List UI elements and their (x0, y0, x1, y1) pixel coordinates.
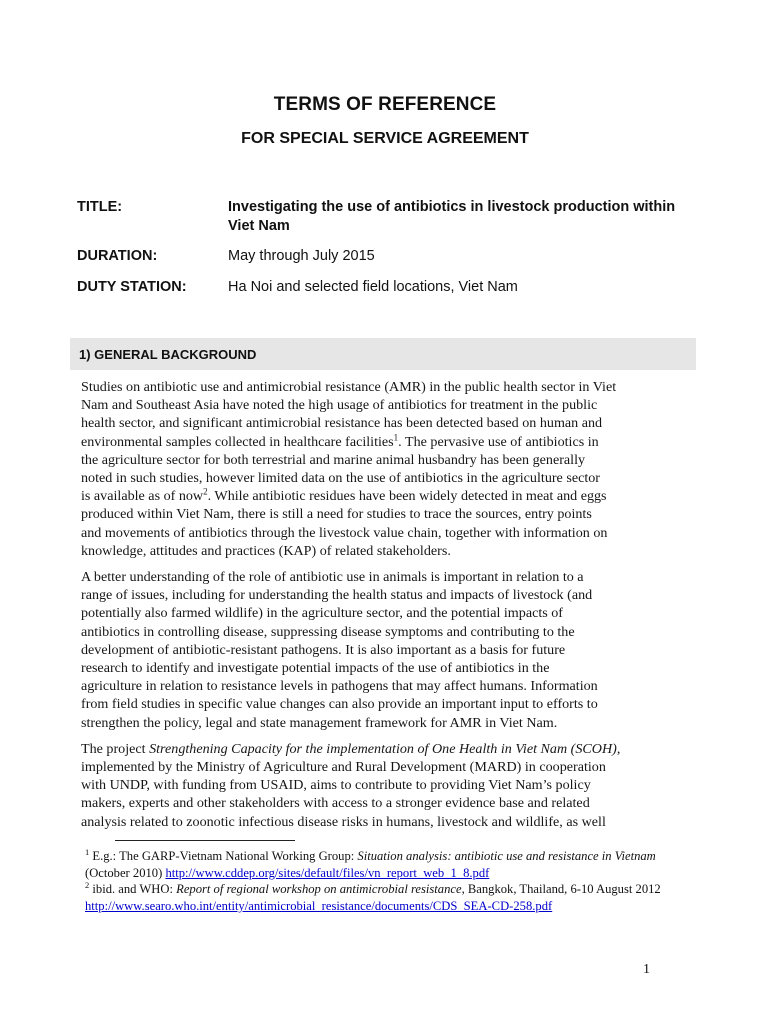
title-value: Investigating the use of antibiotics in livestock production within Viet Nam (228, 199, 676, 234)
footnote-separator (115, 840, 295, 841)
text-line (81, 487, 691, 505)
duration-label: DURATION: (77, 248, 158, 264)
text-line: the agriculture sector for both terrestrial and marine animal husbandry has been generally (81, 451, 586, 468)
footnote-ref: 1 (393, 431, 399, 442)
footnote-link[interactable]: http://www.cddep.org/sites/default/files/vn_report_web_1_8.pdf (165, 865, 490, 880)
footnote-number: 1 (85, 846, 90, 857)
paragraph-1 (81, 378, 691, 560)
footnote-text: (October 2010) (85, 865, 166, 880)
footnote-text: , Bangkok, Thailand, 6-10 August 2012 (461, 882, 661, 897)
footnote-title: Report of regional workshop on antimicrobial resistance (176, 882, 462, 897)
text-fragment: The project (81, 740, 150, 757)
section-heading: 1) GENERAL BACKGROUND (79, 347, 257, 362)
text-line: research to identify and investigate potential impacts of the use of antibiotics in the (81, 660, 550, 677)
text-line: agriculture in relation to resistance levels in pathogens that may affect humans. Information (81, 678, 598, 695)
duration-value: May through July 2015 (228, 248, 375, 264)
footnote-text: ibid. and WHO: (89, 882, 177, 897)
text-line: range of issues, including for understanding the health status and impacts of livestock (and (81, 587, 593, 604)
duty-station-label: DUTY STATION: (77, 279, 187, 295)
duty-station-value: Ha Noi and selected field locations, Viet Nam (228, 279, 518, 295)
text-line: and movements of antibiotics through the livestock value chain, together with information on (81, 524, 608, 541)
text-line: development of antibiotic-resistant pathogens. It is also important as a basis for future (81, 641, 566, 658)
page-subtitle: FOR SPECIAL SERVICE AGREEMENT (241, 130, 529, 147)
text-line: noted in such studies, however limited data on the use of antibiotics in the agriculture sector (81, 470, 600, 487)
text-line: Studies on antibiotic use and antimicrobial resistance (AMR) in the public health sector in Viet (81, 379, 617, 395)
text-fragment: environmental samples collected in healthcare facilities (81, 433, 394, 450)
footnote-link[interactable]: http://www.searo.who.int/entity/antimicrobial_resistance/documents/CDS_SEA-CD-258.pdf (85, 898, 553, 913)
text-fragment: . The pervasive use of antibiotics in (398, 433, 599, 450)
page-number: 1 (643, 962, 650, 977)
text-line: analysis related to zoonotic infectious disease risks in humans, livestock and wildlife, as well (81, 813, 606, 830)
text-line: potentially also farmed wildlife) in the agriculture sector, and the potential impacts of (81, 605, 563, 622)
text-line: health sector, and significant antimicrobial resistance has been detected based on human and (81, 415, 603, 432)
text-line: implemented by the Ministry of Agriculture and Rural Development (MARD) in cooperation (81, 759, 606, 776)
footnote-2 (85, 881, 685, 914)
text-line: Nam and Southeast Asia have noted the high usage of antibiotics for treatment in the public (81, 397, 598, 414)
project-name: Strengthening Capacity for the implementation of One Health in Viet Nam (SCOH) (149, 740, 617, 757)
text-fragment: is available as of now (81, 488, 204, 505)
text-line: with UNDP, with funding from USAID, aims to contribute to providing Viet Nam’s policy (81, 777, 591, 794)
footnote-title: Situation analysis: antibiotic use and resistance in Vietnam (357, 849, 656, 863)
text-line: from field studies in specific value changes can also provide an important input to efforts to (81, 696, 598, 713)
text-line: makers, experts and other stakeholders with access to a stronger evidence base and related (81, 795, 590, 812)
footnotes (85, 848, 685, 914)
title-label: TITLE: (77, 199, 123, 215)
text-line: A better understanding of the role of antibiotic use in animals is important in relation to a (81, 569, 584, 586)
body-text (81, 378, 691, 839)
text-line: produced within Viet Nam, there is still a need for studies to trace the sources, entry points (81, 506, 592, 523)
footnote-number: 2 (85, 880, 90, 890)
text-line: knowledge, attitudes and practices (KAP) of related stakeholders. (81, 542, 451, 559)
section-header-bar (70, 338, 696, 370)
text-line (81, 740, 691, 758)
text-line: strengthen the policy, legal and state management framework for AMR in Viet Nam. (81, 714, 558, 731)
text-fragment: . While antibiotic residues have been widely detected in meat and eggs (207, 488, 607, 505)
footnote-ref: 2 (203, 486, 208, 497)
footnote-text: E.g.: The GARP-Vietnam National Working Group: (89, 849, 358, 863)
page-title: TERMS OF REFERENCE (273, 94, 497, 115)
text-line: antibiotics in controlling disease, suppressing disease symptoms and contributing to the (81, 623, 575, 640)
text-fragment: , (616, 740, 621, 757)
text-line (81, 433, 691, 451)
paragraph-3 (81, 740, 691, 831)
paragraph-2 (81, 568, 691, 732)
footnote-1 (85, 848, 685, 881)
